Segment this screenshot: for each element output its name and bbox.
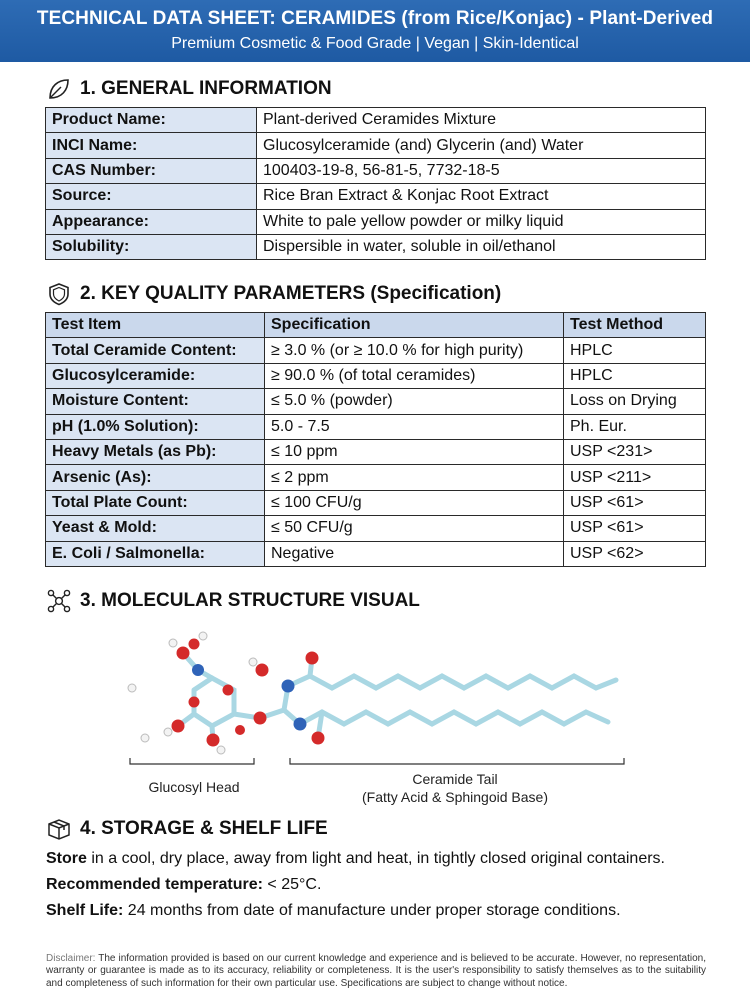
test-method-cell: USP <61>	[564, 516, 706, 541]
table-row	[46, 414, 706, 439]
row-label: Source:	[46, 184, 257, 209]
molecule-icon	[46, 588, 72, 614]
test-method-cell: USP <62>	[564, 541, 706, 566]
row-label: Product Name:	[46, 108, 257, 133]
section-quality-title: 2. KEY QUALITY PARAMETERS (Specification)	[80, 283, 502, 304]
document-title: TECHNICAL DATA SHEET: CERAMIDES (from Rice/Konjac) - Plant-Derived	[36, 8, 714, 29]
test-item-cell: Moisture Content:	[46, 389, 265, 414]
section-molecular-title: 3. MOLECULAR STRUCTURE VISUAL	[80, 590, 420, 611]
test-method-cell: USP <231>	[564, 439, 706, 464]
glucosyl-head-label: Glucosyl Head	[148, 779, 240, 795]
row-label: Solubility:	[46, 234, 257, 259]
specification-cell: ≥ 90.0 % (of total ceramides)	[265, 363, 564, 388]
temperature-label: Recommended temperature:	[46, 876, 263, 893]
table-row	[46, 516, 706, 541]
table-header-row	[46, 313, 706, 338]
section-quality-heading	[46, 281, 501, 307]
section-storage-heading	[46, 816, 328, 842]
specification-cell: Negative	[265, 541, 564, 566]
box-icon	[46, 816, 72, 842]
row-value: Dispersible in water, soluble in oil/ethanol	[257, 234, 706, 259]
table-row	[46, 389, 706, 414]
specification-cell: ≤ 10 ppm	[265, 439, 564, 464]
table-row	[46, 133, 706, 158]
shield-icon	[46, 281, 72, 307]
section-general-title: 1. GENERAL INFORMATION	[80, 78, 332, 99]
shelf-life-text: 24 months from date of manufacture under proper storage conditions.	[123, 902, 621, 919]
row-value: Plant-derived Ceramides Mixture	[257, 108, 706, 133]
specification-cell: ≤ 2 ppm	[265, 465, 564, 490]
disclaimer-text: The information provided is based on our current knowledge and experience and is believed to be accurate. However, no representation, warranty or guarantee is made as to its accuracy, reliability or completeness. It is the user's responsibility to satisfy themselves as to the suitability and completeness of such information for their own particular use. Specifications are subject to change without notice.	[46, 953, 706, 989]
column-header: Test Method	[564, 313, 706, 338]
section-molecular-heading	[46, 588, 420, 614]
ceramide-tail-sublabel: (Fatty Acid & Sphingoid Base)	[362, 789, 548, 805]
test-item-cell: Total Ceramide Content:	[46, 338, 265, 363]
table-row	[46, 338, 706, 363]
document-subtitle: Premium Cosmetic & Food Grade | Vegan | Skin-Identical	[171, 35, 579, 52]
test-item-cell: Glucosylceramide:	[46, 363, 265, 388]
test-item-cell: E. Coli / Salmonella:	[46, 541, 265, 566]
row-label: CAS Number:	[46, 158, 257, 183]
specification-cell: ≤ 100 CFU/g	[265, 490, 564, 515]
disclaimer-label: Disclaimer:	[46, 953, 96, 964]
table-row	[46, 490, 706, 515]
test-method-cell: Ph. Eur.	[564, 414, 706, 439]
general-info-table	[45, 107, 706, 260]
table-row	[46, 234, 706, 259]
test-method-cell: HPLC	[564, 363, 706, 388]
specification-cell: ≤ 50 CFU/g	[265, 516, 564, 541]
table-row	[46, 108, 706, 133]
specification-cell: ≤ 5.0 % (powder)	[265, 389, 564, 414]
test-item-cell: Total Plate Count:	[46, 490, 265, 515]
test-item-cell: Heavy Metals (as Pb):	[46, 439, 265, 464]
column-header: Specification	[265, 313, 564, 338]
test-method-cell: HPLC	[564, 338, 706, 363]
temperature-text: < 25°C.	[262, 876, 322, 893]
section-storage-title: 4. STORAGE & SHELF LIFE	[80, 818, 328, 839]
column-header: Test Item	[46, 313, 265, 338]
leaf-icon	[46, 76, 72, 102]
ceramide-tail-label: Ceramide Tail	[412, 771, 498, 787]
storage-label: Store	[46, 850, 87, 867]
shelf-life-label: Shelf Life:	[46, 902, 124, 919]
row-value: 100403-19-8, 56-81-5, 7732-18-5	[257, 158, 706, 183]
table-row	[46, 541, 706, 566]
test-method-cell: USP <61>	[564, 490, 706, 515]
specification-cell: 5.0 - 7.5	[265, 414, 564, 439]
table-row	[46, 209, 706, 234]
section-general-heading	[46, 76, 332, 102]
quality-parameters-table	[45, 312, 706, 567]
storage-text: in a cool, dry place, away from light and heat, in tightly closed original containers.	[86, 850, 665, 867]
test-item-cell: Yeast & Mold:	[46, 516, 265, 541]
row-value: White to pale yellow powder or milky liquid	[257, 209, 706, 234]
table-row	[46, 465, 706, 490]
table-row	[46, 439, 706, 464]
storage-text-block	[46, 846, 665, 924]
shelf-life-line	[46, 898, 665, 924]
row-value: Rice Bran Extract & Konjac Root Extract	[257, 184, 706, 209]
disclaimer	[46, 953, 706, 990]
row-label: Appearance:	[46, 209, 257, 234]
test-item-cell: Arsenic (As):	[46, 465, 265, 490]
row-value: Glucosylceramide (and) Glycerin (and) Water	[257, 133, 706, 158]
temperature-line	[46, 872, 665, 898]
test-method-cell: Loss on Drying	[564, 389, 706, 414]
row-label: INCI Name:	[46, 133, 257, 158]
table-row	[46, 158, 706, 183]
test-method-cell: USP <211>	[564, 465, 706, 490]
header-banner	[0, 0, 750, 62]
storage-line	[46, 846, 665, 872]
table-row	[46, 184, 706, 209]
specification-cell: ≥ 3.0 % (or ≥ 10.0 % for high purity)	[265, 338, 564, 363]
test-item-cell: pH (1.0% Solution):	[46, 414, 265, 439]
table-row	[46, 363, 706, 388]
